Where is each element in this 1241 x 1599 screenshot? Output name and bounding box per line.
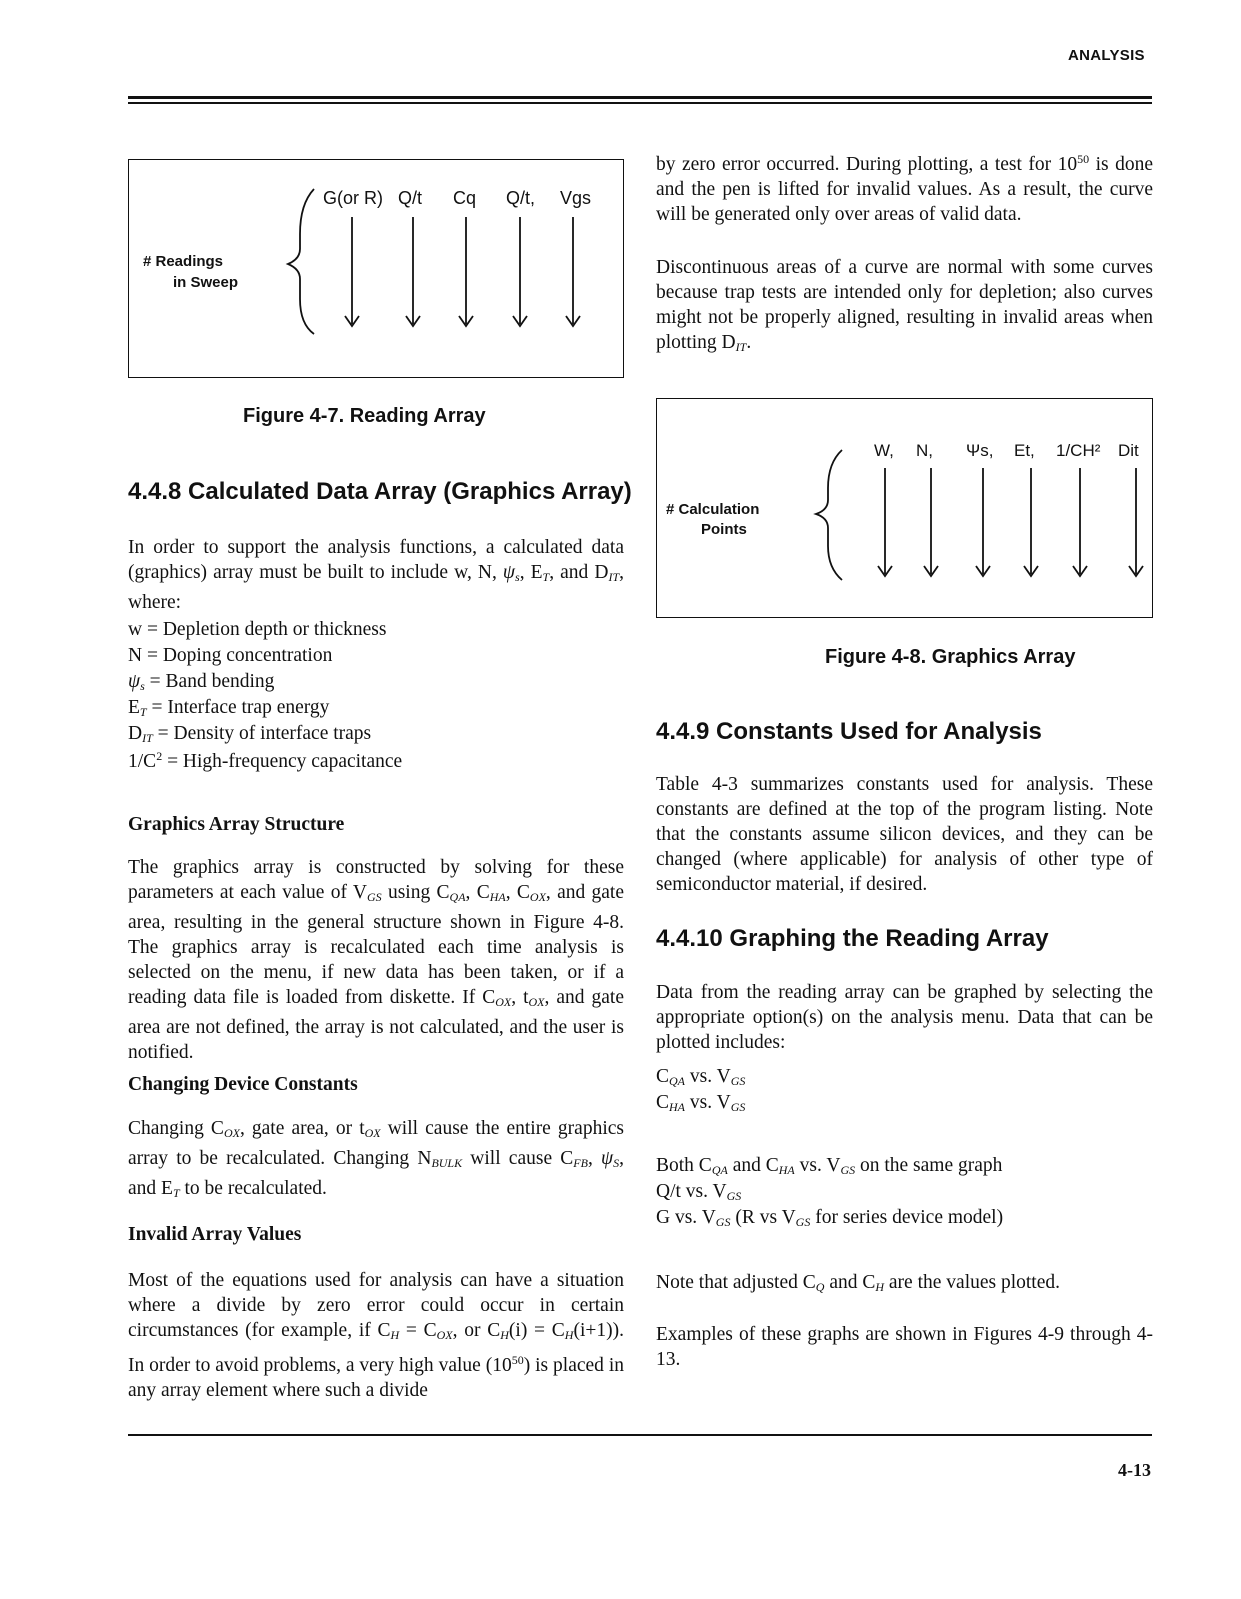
definition-item: $E_T$ = Interface trap energy [128,697,330,719]
examples-text: Examples of these graphs are shown in Figures 4-9 through 4-13. [656,1324,1153,1370]
header-rule-thin [128,102,1152,104]
plot-note: Note that adjusted $C_Q$ and $C_H$ are the values plotted. [656,1272,1061,1294]
section-4410-heading: 4.4.10 Graphing the Reading Array [656,925,1049,952]
changing-constants-text: Changing $C_{OX}$, gate area, or $t_{OX}$ will cause the entire graphics array to be recalculated. Changing $N_{BULK}$ will cause $C_{FB}$, $\psi_S$, and $E_T$ to be recalculated. [128,1118,624,1200]
fig7-col-qt: Q/t [398,188,423,208]
fig7-row-label-1: # Readings [143,253,224,270]
discontinuous-text: Discontinuous areas of a curve are normal with some curves because trap tests are intended only for depletion; also curves might not be properly aligned, resulting in invalid areas when plotting $D_{IT}$. [656,257,1153,354]
plot-item: G vs. $V_{GS}$ (R vs $V_{GS}$ for series device model) [656,1207,1004,1229]
invalid-values-text: Most of the equations used for analysis can have a situation where a divide by zero error could occur in certain circumstances (for example, if $C_H = C_{OX}$, or $C_H(i) = C_H(i+1)$). In order to avoid problems, a very high value $(10^{50})$ is placed in any array element where such a divide [128,1270,624,1401]
figure-4-8-caption: Figure 4-8. Graphics Array [825,646,1076,668]
plot-item: Q/t vs. $V_{GS}$ [656,1181,742,1203]
fig8-col-w: W, [874,441,894,460]
fig8-col-dit: Dit [1118,441,1139,460]
fig8-row-label-2: Points [701,521,747,538]
section-label: ANALYSIS [1068,47,1145,64]
header-rule-thick [128,96,1152,99]
section-448-heading: 4.4.8 Calculated Data Array (Graphics Array) [128,478,632,505]
plot-list-a [656,1066,1153,1118]
plot-item: $C_{QA}$ vs. $V_{GS}$ [656,1066,746,1088]
definition-item: N = Doping concentration [128,645,333,666]
graphics-array-structure-heading: Graphics Array Structure [128,814,345,835]
fig8-col-ch: 1/CH² [1056,441,1101,460]
fig7-col-g: G(or R) [323,188,383,208]
plot-item: $C_{HA}$ vs. $V_{GS}$ [656,1092,746,1114]
fig8-col-psi: Ψs, [966,441,994,460]
definition-item: $D_{IT}$ = Density of interface traps [128,723,372,745]
section-449-heading: 4.4.9 Constants Used for Analysis [656,718,1042,745]
footer-rule [128,1434,1152,1436]
fig8-col-n: N, [916,441,933,460]
invalid-values-heading: Invalid Array Values [128,1224,302,1245]
fig7-col-vgs: Vgs [560,188,592,208]
fig7-row-label-2: in Sweep [173,274,239,291]
definition-item: $\psi_s$ = Band bending [128,671,275,693]
plot-list-b [656,1155,1153,1233]
figure-4-7-caption: Figure 4-7. Reading Array [243,405,486,427]
definition-item: w = Depletion depth or thickness [128,619,387,640]
fig7-col-qt2: Q/t, [506,188,536,208]
fig8-brace [816,450,842,580]
fig7-brace [288,189,314,334]
changing-constants-heading: Changing Device Constants [128,1074,358,1095]
fig8-row-label-1: # Calculation [666,501,760,518]
graphics-array-structure-text: The graphics array is constructed by solving for these parameters at each value of $V_{GS}$ using $C_{QA}$, $C_{HA}$, $C_{OX}$, and gate area, resulting in the general structure shown in Figure 4-8. The graphics array is recalculated each time analysis is selected on the menu, if new data has been taken, or if a reading data file is loaded from diskette. If $C_{OX}$, $t_{OX}$, and gate area are not defined, the array is not calculated, and the user is notified. [128,857,625,1063]
fig7-col-cq: Cq [453,188,477,208]
section-4410-text: Data from the reading array can be graphed by selecting the appropriate option(s) on the analysis menu. Data that can be plotted includes: [656,982,1153,1053]
page-number: 4-13 [1118,1460,1151,1480]
definition-item: $1/C^2$ = High-frequency capacitance [128,749,403,772]
figure-4-8-diagram [656,398,1153,618]
fig8-col-et: Et, [1014,441,1035,460]
section-449-text: Table 4-3 summarizes constants used for analysis. These constants are defined at the top of the program listing. Note that the constants assume silicon devices, and they can be changed (where applicable) for analysis of other type of semiconductor material, if desired. [656,774,1153,895]
section-448-intro: In order to support the analysis functions, a calculated data (graphics) array must be built to include w, N, $\psi_s$, $E_T$, and $D_{IT}$, where: [128,537,624,613]
figure-4-7-diagram [128,159,624,378]
plot-item: Both $C_{QA}$ and $C_{HA}$ vs. $V_{GS}$ on the same graph [656,1155,1003,1177]
definitions-list [128,619,624,775]
continuation-text: by zero error occurred. During plotting, a test for $10^{50}$ is done and the pen is lifted for invalid values. As a result, the curve will be generated only over areas of valid data. [656,152,1153,225]
